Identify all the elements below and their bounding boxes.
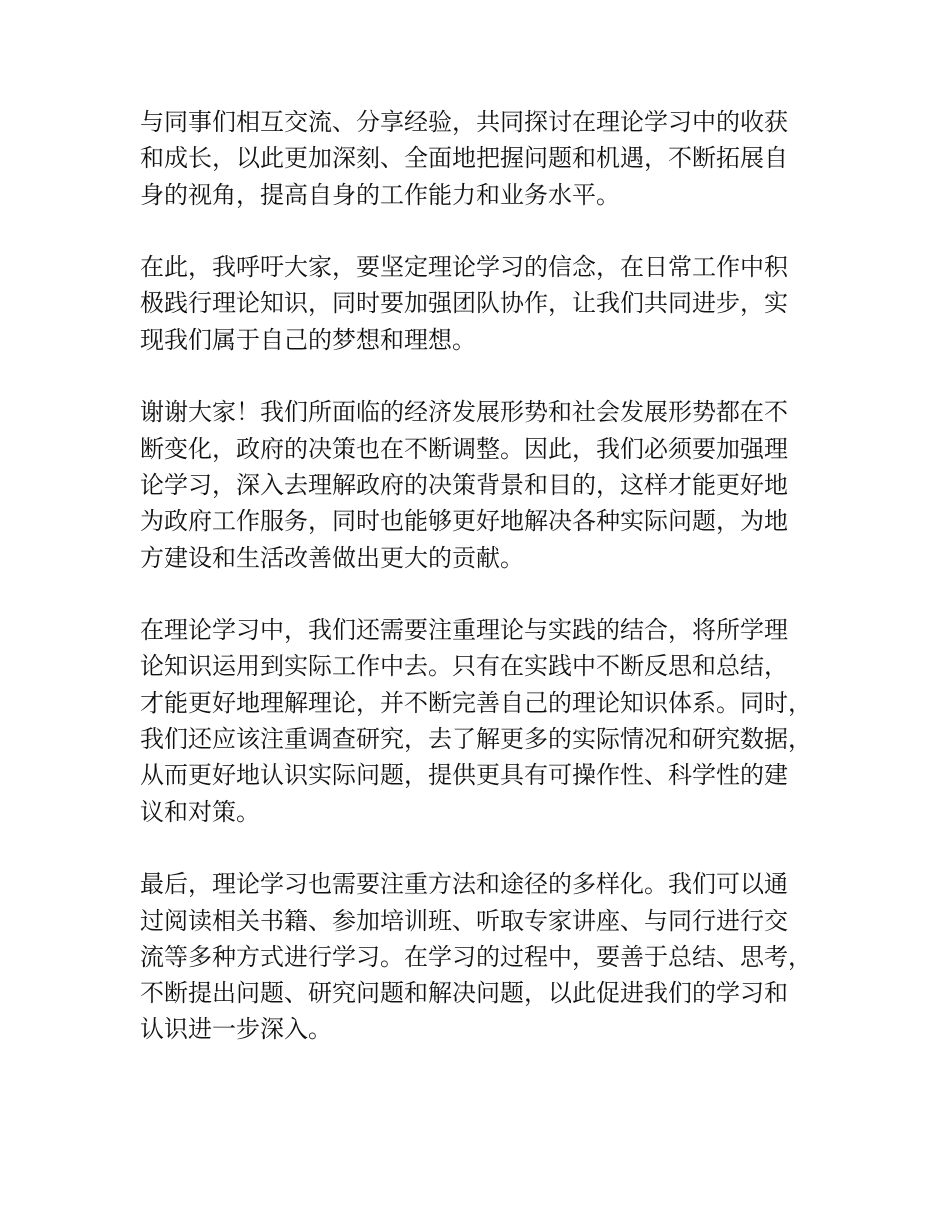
paragraph-4-line-3: 才能更好地理解理论，并不断完善自己的理论知识体系。同时， [140,688,812,717]
paragraph-4-line-1: 在理论学习中，我们还需要注重理论与实践的结合，将所学理 [140,616,788,645]
paragraph-4-line-2: 论知识运用到实际工作中去。只有在实践中不断反思和总结， [140,652,788,681]
paragraph-1-line-1: 与同事们相互交流、分享经验，共同探讨在理论学习中的收获 [140,108,788,136]
paragraph-5-line-3: 流等多种方式进行学习。在学习的过程中，要善于总结、思考， [140,942,812,971]
paragraph-4-line-4: 我们还应该注重调查研究，去了解更多的实际情况和研究数据， [140,725,812,754]
paragraph-5-line-4: 不断提出问题、研究问题和解决问题，以此促进我们的学习和 [140,979,788,1008]
paragraph-4-line-5: 从而更好地认识实际问题，提供更具有可操作性、科学性的建 [140,761,788,790]
paragraph-2-line-3: 现我们属于自己的梦想和理想。 [140,325,476,354]
paragraph-1-line-2: 和成长，以此更加深刻、全面地把握问题和机遇，不断拓展自 [140,144,788,173]
paragraph-3-line-2: 断变化，政府的决策也在不断调整。因此，我们必须要加强理 [140,434,788,463]
paragraph-3 [140,394,830,575]
paragraph-3-line-4: 为政府工作服务，同时也能够更好地解决各种实际问题，为地 [140,507,788,536]
paragraph-2-line-1: 在此，我呼吁大家，要坚定理论学习的信念，在日常工作中积 [140,253,788,282]
paragraph-5 [140,866,830,1047]
paragraph-3-line-1: 谢谢大家！我们所面临的经济发展形势和社会发展形势都在不 [140,398,788,427]
paragraph-1 [140,104,830,213]
paragraph-1-line-3: 身的视角，提高自身的工作能力和业务水平。 [140,180,620,209]
paragraph-5-line-1: 最后，理论学习也需要注重方法和途径的多样化。我们可以通 [140,870,788,899]
paragraph-3-line-3: 论学习，深入去理解政府的决策背景和目的，这样才能更好地 [140,470,788,499]
paragraph-5-line-5: 认识进一步深入。 [140,1015,332,1044]
document-body [140,104,830,1084]
paragraph-5-line-2: 过阅读相关书籍、参加培训班、听取专家讲座、与同行进行交 [140,906,788,935]
paragraph-2-line-2: 极践行理论知识，同时要加强团队协作，让我们共同进步，实 [140,289,788,318]
paragraph-4 [140,612,830,830]
paragraph-4-line-6: 议和对策。 [140,797,260,826]
paragraph-2 [140,249,830,358]
paragraph-3-line-5: 方建设和生活改善做出更大的贡献。 [140,543,524,572]
